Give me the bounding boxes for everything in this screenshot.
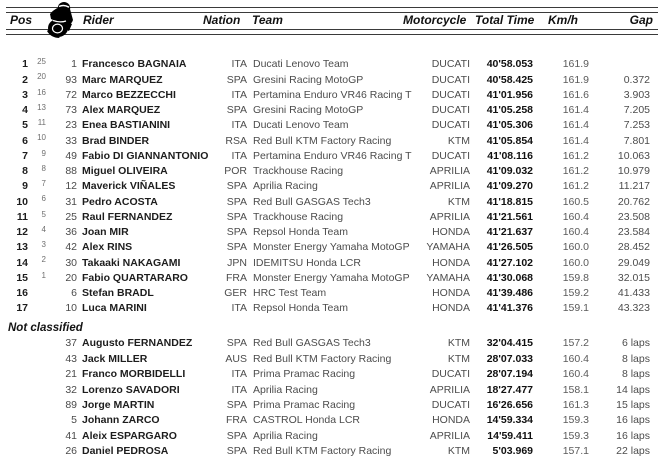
average-speed: 159.8 <box>562 271 589 284</box>
team-name: Monster Energy Yamaha MotoGP <box>253 271 410 284</box>
position: 10 <box>16 195 28 208</box>
position: 1 <box>22 58 28 71</box>
rider-name: Marco BEZZECCHI <box>82 88 176 101</box>
average-speed: 161.6 <box>562 88 589 101</box>
column-header-motorcycle: Motorcycle <box>403 12 467 27</box>
total-time: 41'08.116 <box>487 149 533 162</box>
total-time: 41'21.637 <box>486 226 533 239</box>
gap: 0.372 <box>623 73 650 86</box>
table-row <box>0 301 650 316</box>
average-speed: 159.1 <box>562 302 589 315</box>
gap: 32.015 <box>617 271 650 284</box>
average-speed: 157.1 <box>562 445 589 458</box>
team-name: IDEMITSU Honda LCR <box>253 256 361 269</box>
gap: 7.253 <box>623 119 650 132</box>
position: 8 <box>22 165 28 178</box>
average-speed: 157.2 <box>562 337 589 350</box>
championship-points: 16 <box>37 87 46 97</box>
rider-number: 93 <box>65 73 77 86</box>
position: 11 <box>16 210 28 223</box>
rider-name: Miguel OLIVEIRA <box>82 165 168 178</box>
rider-name: Daniel PEDROSA <box>82 445 169 458</box>
position: 15 <box>16 271 28 284</box>
total-time: 32'04.415 <box>486 337 533 350</box>
team-name: HRC Test Team <box>253 287 327 300</box>
nation: SPA <box>226 180 247 193</box>
gap: 23.584 <box>617 226 650 239</box>
position: 9 <box>22 180 28 193</box>
table-row <box>0 179 650 194</box>
average-speed: 160.4 <box>562 226 589 239</box>
average-speed: 161.2 <box>562 149 589 162</box>
rider-number: 26 <box>65 445 77 458</box>
rider-name: Luca MARINI <box>82 302 147 315</box>
rider-name: Jack MILLER <box>82 352 148 365</box>
gap: 16 laps <box>616 429 650 442</box>
team-name: Trackhouse Racing <box>253 210 344 223</box>
nation: ITA <box>231 58 247 71</box>
position: 3 <box>22 88 28 101</box>
team-name: Repsol Honda Team <box>253 226 348 239</box>
motorcycle-brand: APRILIA <box>429 429 470 442</box>
nation: SPA <box>226 337 247 350</box>
table-row <box>0 255 650 270</box>
gap: 41.433 <box>617 287 650 300</box>
total-time: 41'09.270 <box>486 180 533 193</box>
total-time: 18'27.477 <box>486 383 533 396</box>
gap: 10.063 <box>617 149 650 162</box>
rider-number: 5 <box>71 414 77 427</box>
total-time: 16'26.656 <box>486 399 533 411</box>
rider-number: 12 <box>65 180 77 193</box>
team-name: Red Bull GASGAS Tech3 <box>253 195 371 208</box>
nation: ITA <box>231 88 247 101</box>
table-row <box>0 225 650 240</box>
motorcycle-brand: HONDA <box>432 226 470 239</box>
rider-number: 72 <box>65 88 77 101</box>
not-classified-label: Not classified <box>8 322 83 334</box>
championship-points: 13 <box>37 102 46 112</box>
rider-number: 31 <box>65 195 77 208</box>
motorcycle-brand: DUCATI <box>431 104 470 117</box>
team-name: Ducati Lenovo Team <box>253 119 349 132</box>
nation: SPA <box>226 241 247 254</box>
gap: 15 laps <box>616 399 650 411</box>
table-row <box>0 382 650 397</box>
position: 2 <box>22 73 28 86</box>
table-row <box>0 164 650 179</box>
championship-points: 7 <box>41 179 46 189</box>
motorcycle-brand: KTM <box>447 445 470 458</box>
gap: 10.979 <box>617 165 650 178</box>
gap: 8 laps <box>621 352 650 365</box>
motorcycle-brand: APRILIA <box>429 165 470 178</box>
gap: 28.452 <box>617 241 650 254</box>
classified-section <box>0 57 650 316</box>
rider-number: 36 <box>65 226 77 239</box>
motorcycle-brand: DUCATI <box>431 368 470 381</box>
motorcycle-brand: DUCATI <box>431 119 470 132</box>
total-time: 5'03.969 <box>492 445 533 458</box>
column-header-kmh: Km/h <box>548 12 578 27</box>
motorcycle-brand: DUCATI <box>431 58 470 71</box>
position: 5 <box>22 119 28 132</box>
nation: ITA <box>231 119 247 132</box>
rider-number: 20 <box>65 271 77 284</box>
team-name: Red Bull KTM Factory Racing <box>253 352 392 365</box>
motorcycle-brand: YAMAHA <box>426 241 470 254</box>
rider-name: Pedro ACOSTA <box>82 195 158 208</box>
average-speed: 159.3 <box>562 429 589 442</box>
table-row <box>0 444 650 459</box>
table-row <box>0 398 650 413</box>
nation: FRA <box>226 271 247 284</box>
total-time: 28'07.033 <box>486 352 533 365</box>
rider-number: 6 <box>71 287 77 300</box>
championship-points: 3 <box>41 240 46 250</box>
motorcycle-brand: HONDA <box>432 414 470 427</box>
table-row <box>0 88 650 103</box>
rider-number: 37 <box>65 337 77 350</box>
championship-points: 1 <box>41 270 46 280</box>
rider-name: Francesco BAGNAIA <box>82 58 187 71</box>
total-time: 40'58.053 <box>486 58 533 71</box>
table-row <box>0 271 650 286</box>
nation: SPA <box>226 104 247 117</box>
motorcycle-brand: DUCATI <box>431 399 470 411</box>
column-header-team: Team <box>252 12 283 27</box>
championship-points: 10 <box>37 133 46 143</box>
total-time: 14'59.411 <box>487 429 533 442</box>
total-time: 41'05.258 <box>486 104 533 117</box>
nation: SPA <box>226 445 247 458</box>
gap: 6 laps <box>621 337 650 350</box>
motorcycle-brand: KTM <box>447 337 470 350</box>
championship-points: 20 <box>37 72 46 82</box>
championship-points: 8 <box>41 163 46 173</box>
rider-name: Jorge MARTIN <box>82 399 155 411</box>
rider-number: 73 <box>65 104 77 117</box>
total-time: 41'27.102 <box>486 256 533 269</box>
table-row <box>0 194 650 209</box>
nation: ITA <box>231 383 247 396</box>
column-header-total-time: Total Time <box>475 12 535 27</box>
rider-number: 42 <box>65 241 77 254</box>
championship-points: 4 <box>41 224 46 234</box>
nation: SPA <box>226 210 247 223</box>
motorcycle-brand: DUCATI <box>431 88 470 101</box>
average-speed: 160.5 <box>562 195 589 208</box>
table-row <box>0 428 650 443</box>
gap: 43.323 <box>617 302 650 315</box>
team-name: Pertamina Enduro VR46 Racing T <box>253 149 412 162</box>
table-row <box>0 210 650 225</box>
nation: ITA <box>231 149 247 162</box>
average-speed: 158.1 <box>562 383 589 396</box>
team-name: Gresini Racing MotoGP <box>253 104 364 117</box>
table-row <box>0 286 650 301</box>
rider-name: Johann ZARCO <box>82 414 160 427</box>
gap: 20.762 <box>617 195 650 208</box>
rider-name: Fabio QUARTARARO <box>82 271 188 284</box>
rider-name: Stefan BRADL <box>82 287 154 300</box>
position: 17 <box>16 302 28 315</box>
nation: SPA <box>226 429 247 442</box>
motorcycle-brand: KTM <box>447 134 470 147</box>
rider-number: 43 <box>65 352 77 365</box>
table-row <box>0 72 650 87</box>
team-name: Prima Pramac Racing <box>253 399 356 411</box>
nation: ITA <box>231 302 247 315</box>
rider-name: Maverick VIÑALES <box>82 180 176 193</box>
team-name: Monster Energy Yamaha MotoGP <box>253 241 410 254</box>
rider-name: Alex MARQUEZ <box>82 104 161 117</box>
column-header-nation: Nation <box>203 12 241 27</box>
gap: 22 laps <box>616 445 650 458</box>
rider-number: 30 <box>65 256 77 269</box>
average-speed: 159.2 <box>562 287 589 300</box>
nation: GER <box>224 287 247 300</box>
rider-name: Augusto FERNANDEZ <box>82 337 193 350</box>
column-header-rider: Rider <box>83 12 114 27</box>
motorcycle-brand: KTM <box>447 195 470 208</box>
nation: SPA <box>226 226 247 239</box>
team-name: Gresini Racing MotoGP <box>253 73 364 86</box>
average-speed: 161.4 <box>562 104 589 117</box>
motorcycle-brand: APRILIA <box>429 210 470 223</box>
rider-name: Aleix ESPARGARO <box>82 429 177 442</box>
team-name: Pertamina Enduro VR46 Racing T <box>253 88 412 101</box>
nation: SPA <box>226 73 247 86</box>
gap: 14 laps <box>616 383 650 396</box>
gap: 23.508 <box>617 210 650 223</box>
table-row <box>0 57 650 72</box>
position: 6 <box>22 134 28 147</box>
gap: 11.217 <box>618 180 650 193</box>
motorcycle-brand: HONDA <box>432 302 470 315</box>
rider-number: 1 <box>71 58 77 71</box>
team-name: Red Bull KTM Factory Racing <box>253 134 392 147</box>
championship-points: 11 <box>37 118 46 128</box>
total-time: 14'59.334 <box>486 414 533 427</box>
position: 4 <box>22 104 28 117</box>
motorcycle-brand: APRILIA <box>429 383 470 396</box>
motorcycle-brand: DUCATI <box>431 149 470 162</box>
rider-name: Takaaki NAKAGAMI <box>82 256 181 269</box>
rider-number: 33 <box>65 134 77 147</box>
rider-number: 21 <box>65 368 77 381</box>
team-name: Prima Pramac Racing <box>253 368 356 381</box>
average-speed: 161.4 <box>562 134 589 147</box>
position: 12 <box>16 226 28 239</box>
gap: 7.801 <box>623 134 650 147</box>
championship-points: 5 <box>41 209 46 219</box>
team-name: Aprilia Racing <box>253 429 318 442</box>
nation: FRA <box>226 414 247 427</box>
total-time: 41'30.068 <box>486 271 533 284</box>
championship-points: 9 <box>41 148 46 158</box>
rider-name: Joan MIR <box>82 226 129 239</box>
motorcycle-brand: HONDA <box>432 287 470 300</box>
rider-name: Brad BINDER <box>82 134 150 147</box>
position: 7 <box>22 149 28 162</box>
table-row <box>0 336 650 351</box>
average-speed: 160.0 <box>562 256 589 269</box>
motorcycle-brand: APRILIA <box>429 180 470 193</box>
nation: JPN <box>227 256 247 269</box>
column-header-gap: Gap <box>629 12 653 27</box>
total-time: 41'26.505 <box>486 241 533 254</box>
table-row <box>0 413 650 428</box>
rider-name: Raul FERNANDEZ <box>82 210 173 223</box>
motorcycle-brand: KTM <box>447 352 470 365</box>
average-speed: 161.2 <box>562 165 589 178</box>
team-name: CASTROL Honda LCR <box>253 414 360 427</box>
column-header-pos: Pos <box>10 12 33 27</box>
total-time: 41'39.486 <box>486 287 533 300</box>
average-speed: 161.2 <box>562 180 589 193</box>
table-row <box>0 118 650 133</box>
rider-number: 23 <box>65 119 77 132</box>
championship-points: 6 <box>41 194 46 204</box>
position: 13 <box>16 241 28 254</box>
motorcycle-brand: HONDA <box>432 256 470 269</box>
average-speed: 161.9 <box>562 58 589 71</box>
gap: 7.205 <box>623 104 650 117</box>
gap: 8 laps <box>621 368 650 381</box>
nation: RSA <box>225 134 247 147</box>
rider-number: 32 <box>65 383 77 396</box>
average-speed: 160.4 <box>562 368 589 381</box>
rider-name: Marc MARQUEZ <box>82 73 163 86</box>
team-name: Trackhouse Racing <box>253 165 344 178</box>
rider-name: Fabio DI GIANNANTONIO <box>82 149 209 162</box>
total-time: 41'05.854 <box>486 134 533 147</box>
table-row <box>0 133 650 148</box>
table-row <box>0 149 650 164</box>
total-time: 41'41.376 <box>486 302 533 315</box>
total-time: 41'09.032 <box>486 165 533 178</box>
total-time: 41'01.956 <box>486 88 533 101</box>
gap: 29.049 <box>617 256 650 269</box>
championship-points: 2 <box>41 255 46 265</box>
team-name: Aprilia Racing <box>253 383 318 396</box>
table-row <box>0 367 650 382</box>
position: 14 <box>16 256 28 269</box>
table-row <box>0 351 650 366</box>
average-speed: 160.4 <box>562 352 589 365</box>
motorcycle-brand: YAMAHA <box>426 271 470 284</box>
motorcycle-brand: DUCATI <box>431 73 470 86</box>
header-bottom-rule <box>6 29 658 35</box>
not-classified-section <box>0 336 650 459</box>
nation: POR <box>224 165 247 178</box>
team-name: Red Bull GASGAS Tech3 <box>253 337 371 350</box>
rider-name: Franco MORBIDELLI <box>82 368 186 381</box>
team-name: Repsol Honda Team <box>253 302 348 315</box>
nation: SPA <box>226 195 247 208</box>
rider-number: 41 <box>65 429 77 442</box>
nation: ITA <box>231 368 247 381</box>
average-speed: 159.3 <box>562 414 589 427</box>
average-speed: 161.4 <box>562 119 589 132</box>
average-speed: 160.4 <box>562 210 589 223</box>
average-speed: 161.9 <box>562 73 589 86</box>
table-row <box>0 240 650 255</box>
rider-number: 10 <box>65 302 77 315</box>
team-name: Ducati Lenovo Team <box>253 58 349 71</box>
total-time: 41'21.561 <box>486 210 533 223</box>
total-time: 28'07.194 <box>486 368 533 381</box>
team-name: Red Bull KTM Factory Racing <box>253 445 392 458</box>
gap: 16 laps <box>616 414 650 427</box>
rider-name: Lorenzo SAVADORI <box>82 383 180 396</box>
total-time: 40'58.425 <box>486 73 533 86</box>
nation: SPA <box>226 399 247 411</box>
rider-name: Enea BASTIANINI <box>82 119 171 132</box>
rider-number: 89 <box>65 399 77 411</box>
nation: AUS <box>225 352 247 365</box>
team-name: Aprilia Racing <box>253 180 318 193</box>
gap: 3.903 <box>623 88 650 101</box>
average-speed: 160.0 <box>562 241 589 254</box>
rider-number: 25 <box>65 210 77 223</box>
average-speed: 161.3 <box>562 399 589 411</box>
motorcycle-rider-icon <box>45 0 77 40</box>
total-time: 41'18.815 <box>486 195 533 208</box>
rider-number: 88 <box>65 165 77 178</box>
rider-number: 49 <box>65 149 77 162</box>
position: 16 <box>16 287 28 300</box>
table-row <box>0 103 650 118</box>
rider-name: Alex RINS <box>82 241 133 254</box>
total-time: 41'05.306 <box>486 119 533 132</box>
championship-points: 25 <box>37 57 46 67</box>
